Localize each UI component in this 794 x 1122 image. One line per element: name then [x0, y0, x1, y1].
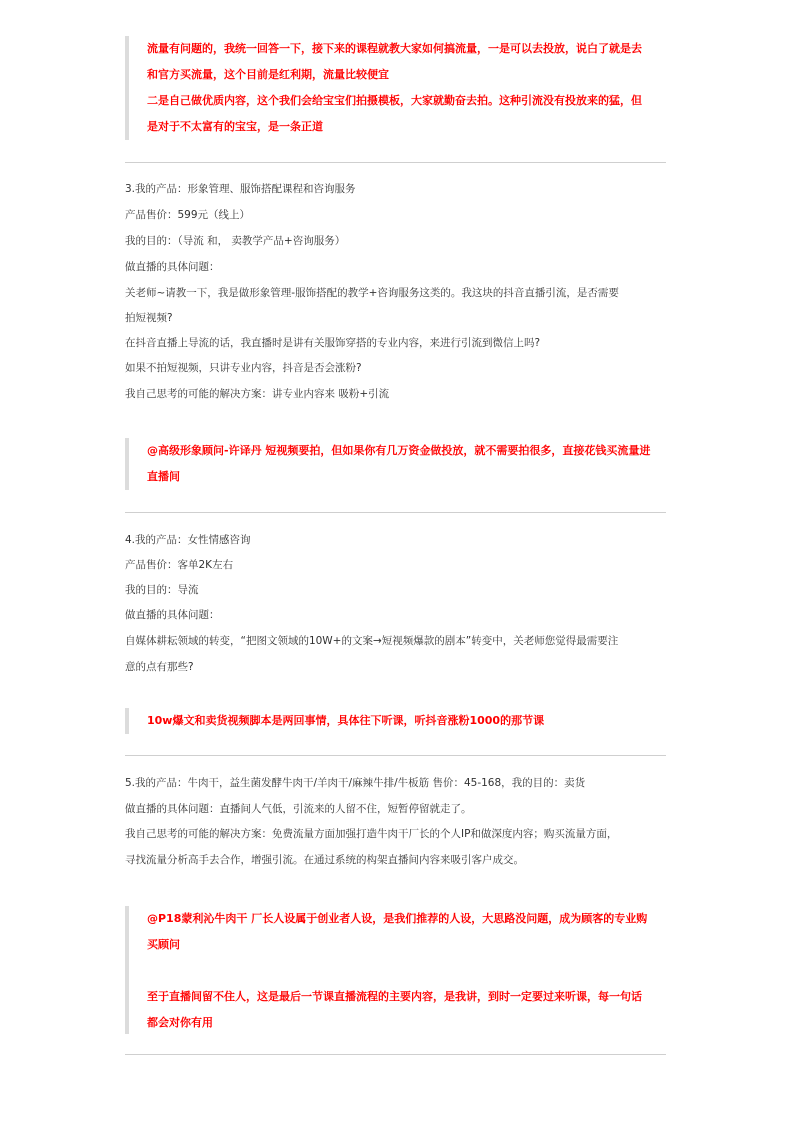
answer-quote-section5: [125, 906, 674, 1034]
section3-solution: 我自己思考的可能的解决方案：讲专业内容来 吸粉+引流: [125, 388, 390, 400]
section4-problem-label: 做直播的具体问题：: [125, 609, 220, 621]
answer-line: @高级形象顾问-许译丹 短视频要拍，但如果你有几万资金做投放，就不需要拍很多，直接花钱买流量进: [147, 444, 651, 457]
section3-problem-label: 做直播的具体问题：: [125, 261, 220, 273]
answer-line: 10w爆文和卖货视频脚本是两回事情，具体往下听课，听抖音涨粉1000的那节课: [147, 714, 545, 727]
answer-line: 和官方买流量，这个目前是红利期，流量比较便宜: [147, 68, 389, 81]
section4-goal: 我的目的：导流: [125, 584, 199, 596]
answer-line: 直播间: [147, 470, 180, 483]
section-divider: [125, 755, 666, 756]
section5-heading: 5.我的产品：牛肉干，益生菌发酵牛肉干/羊肉干/麻辣牛排/牛板筋 售价：45-168，我的目的：卖货: [125, 777, 586, 789]
answer-line: @P18蒙利沁牛肉干 厂长人设属于创业者人设，是我们推荐的人设，大思路没问题，成为顾客的专业购: [147, 912, 648, 925]
section3-question-line: 拍短视频?: [125, 312, 173, 324]
section5-solution-line: 寻找流量分析高手去合作，增强引流。在通过系统的构架直播间内容来吸引客户成交。: [125, 854, 524, 866]
answer-line: 至于直播间留不住人，这是最后一节课直播流程的主要内容，是我讲，到时一定要过来听课，每一句话: [147, 990, 642, 1003]
section4-heading: 4.我的产品：女性情感咨询: [125, 534, 251, 546]
section3-price: 产品售价：599元（线上）: [125, 209, 251, 221]
section3-heading: 3.我的产品：形象管理、服饰搭配课程和咨询服务: [125, 183, 356, 195]
answer-quote-section3: [125, 438, 674, 490]
section4-price: 产品售价：客单2K左右: [125, 559, 234, 571]
section-divider: [125, 162, 666, 163]
section3-question-line: 如果不拍短视频，只讲专业内容，抖音是否会涨粉?: [125, 362, 362, 374]
section3-goal: 我的目的：（导流 和， 卖教学产品+咨询服务）: [125, 235, 346, 247]
answer-line: 是对于不太富有的宝宝，是一条正道: [147, 120, 323, 133]
answer-line: 二是自己做优质内容，这个我们会给宝宝们拍摄模板，大家就勤奋去拍。这种引流没有投放来的猛，但: [147, 94, 642, 107]
answer-quote-section2: [125, 36, 674, 140]
section3-question-line: 在抖音直播上导流的话，我直播时是讲有关服饰穿搭的专业内容，来进行引流到微信上吗?: [125, 337, 541, 349]
section-divider: [125, 1054, 666, 1055]
section3-question-line: 关老师~请教一下，我是做形象管理-服饰搭配的教学+咨询服务这类的。我这块的抖音直播引流，是否需要: [125, 287, 619, 299]
section5-solution-line: 我自己思考的可能的解决方案：免费流量方面加强打造牛肉干厂长的个人IP和做深度内容；购买流量方面，: [125, 828, 618, 840]
section4-question-line: 意的点有那些?: [125, 661, 194, 673]
section5-problem: 做直播的具体问题：直播间人气低，引流来的人留不住，短暂停留就走了。: [125, 803, 472, 815]
answer-quote-section4: [125, 708, 674, 734]
section4-question-line: 自媒体耕耘领域的转变，“把图文领域的10W+的文案→短视频爆款的剧本”转变中，关老师您觉得最需要注: [125, 635, 619, 647]
section-divider: [125, 512, 666, 513]
answer-line: 都会对你有用: [147, 1016, 213, 1029]
answer-line: 流量有问题的，我统一回答一下，接下来的课程就教大家如何搞流量，一是可以去投放，说白了就是去: [147, 42, 642, 55]
answer-line: 买顾问: [147, 938, 180, 951]
